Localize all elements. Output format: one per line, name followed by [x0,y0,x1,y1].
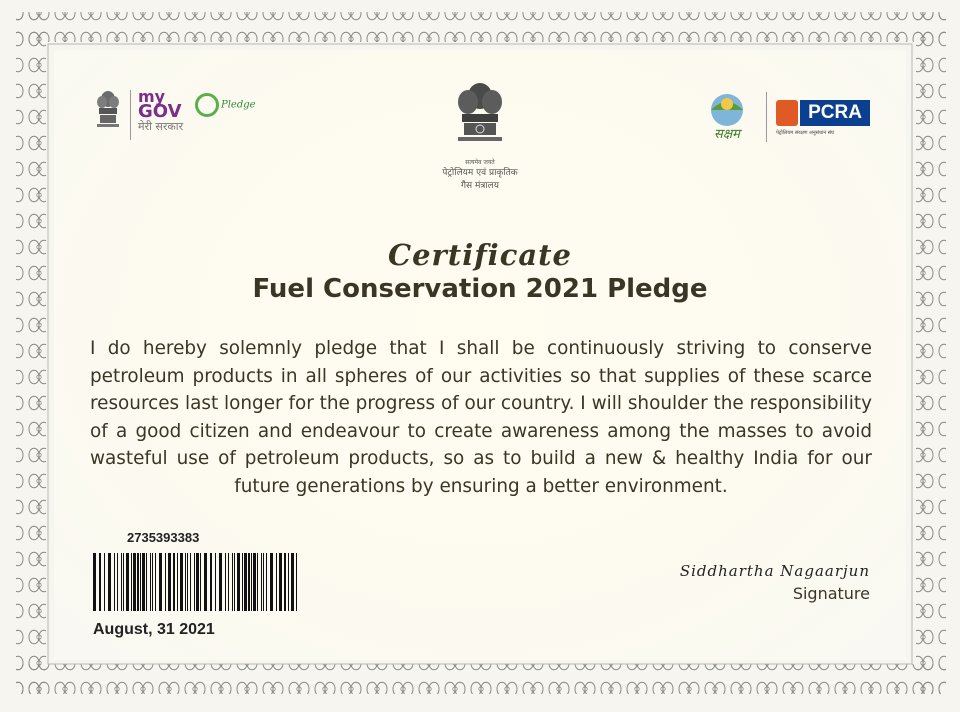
pledge-logo [195,93,256,117]
pledge-title: Fuel Conservation 2021 Pledge [252,274,708,304]
certificate-title: Certificate [387,238,572,272]
ministry-name-line1: पेट्रोलियम एवं प्राकृतिक [442,168,518,178]
mygov-hindi-text: मेरी सरकार [138,120,184,133]
national-emblem-icon [94,90,122,132]
ministry-motto: सत्यमेव जयते [465,159,495,166]
pledge-logo-text: Pledge [221,99,256,111]
oil-drop-icon [776,100,798,126]
barcode-icon [93,553,299,611]
pcra-logo [776,100,870,128]
pledge-text: I do hereby solemnly pledge that I shall be continuously striving to conserve petroleum products in all spheres of our activities so that supplies of these scarce resources last longer for the progress of our country. I will shoulder the responsibility of a good citizen and endeavour to create awareness among the masses to avoid wasteful use of petroleum products, so as to build a new & healthy India for our future generations by ensuring a better environment. [90,338,872,497]
svg-text:सक्षम: सक्षम [714,127,740,142]
header-divider-left [130,90,131,140]
signature-handwriting: Siddhartha Nagaarjun [679,562,870,580]
mygov-gov-text: GOV [138,101,182,122]
ashoka-emblem-icon [448,82,512,156]
signature-label: Signature [792,584,870,603]
ministry-name-line2: गैस मंत्रालय [460,181,499,191]
serial-number: 2735393383 [127,530,200,545]
certificate-date: August, 31 2021 [93,621,215,638]
saksham-logo-icon [697,90,757,146]
pledge-ring-icon [195,93,219,117]
ministry-caption [412,158,548,193]
header-divider-right [766,92,767,142]
mygov-my-text: my [138,87,166,106]
mygov-logo [138,87,184,134]
pcra-subtitle: पेट्रोलियम संरक्षण अनुसंधान संघ [776,130,835,136]
pcra-logo-text: PCRA [800,100,870,126]
